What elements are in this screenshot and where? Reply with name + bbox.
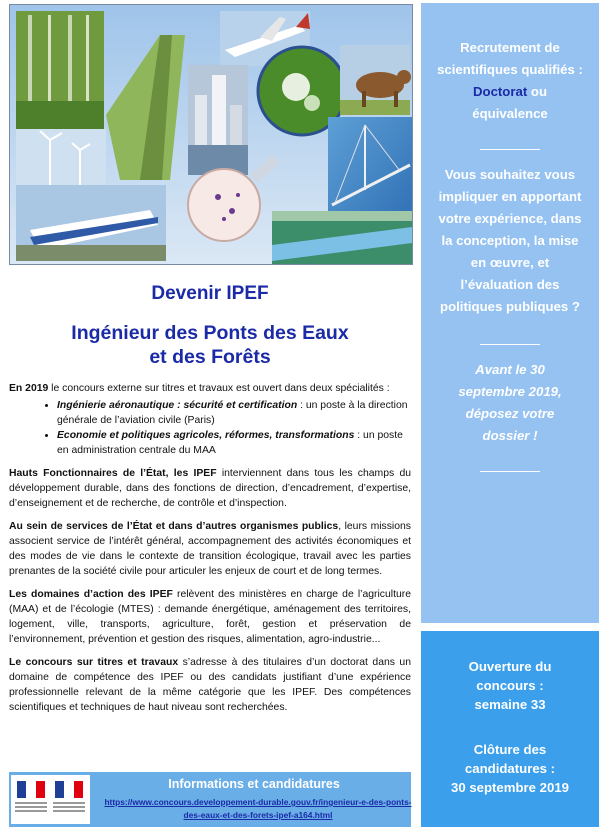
divider <box>480 344 540 345</box>
logo-caption-lines <box>53 802 85 814</box>
specialty-title: Ingénierie aéronautique : sécurité et certification <box>57 400 298 411</box>
paragraph-lead: Les domaines d’action des IPEF <box>9 589 173 600</box>
subtitle-line-1: Ingénieur des Ponts des Eaux <box>71 322 349 344</box>
recruitment-post: ou équivalence <box>472 84 548 121</box>
wind-turbines-photo <box>16 129 106 189</box>
opening-label: Ouverture du concours : <box>468 659 552 693</box>
specialty-title: Economie et politiques agricoles, réformes, transformations <box>57 430 355 441</box>
paragraph-eligibility <box>9 655 411 715</box>
question-text: Vous souhaitez vous impliquer en apportant votre expérience, dans la conception, la mise en œuvre, et l’évaluation des politiques publiques ? <box>438 167 582 314</box>
divider <box>480 471 540 472</box>
sidebar-recruitment <box>421 3 599 623</box>
page-subtitle <box>9 321 411 369</box>
recruitment-pre: Recrutement de scientifiques qualifiés : <box>437 40 583 77</box>
city-photo <box>188 65 248 175</box>
cattle-photo <box>340 45 411 115</box>
paragraph-text: interviennent dans tous les champs du développement durable, dans des fonctions de direction, d’encadrement, d’expertise, d’enseignement et de recherche, de contrôle et d’inspection. <box>9 468 411 509</box>
divider <box>480 149 540 150</box>
intro-text: le concours externe sur titres et travaux est ouvert dans deux spécialités : <box>48 383 390 394</box>
page-title: Devenir IPEF <box>151 283 269 304</box>
paragraph-domains <box>9 587 411 647</box>
intro-year: En 2019 <box>9 383 49 394</box>
republique-francaise-logo <box>17 781 45 798</box>
closing-label: Clôture des candidatures : <box>464 742 556 776</box>
specialty-item <box>57 428 411 458</box>
paragraph-lead: Hauts Fonctionnaires de l’État, les IPEF <box>9 468 217 479</box>
intro-paragraph <box>9 381 411 396</box>
info-footer <box>9 772 411 827</box>
specialty-item <box>57 398 411 428</box>
paragraph-lead: Le concours sur titres et travaux <box>9 657 179 668</box>
river-photo <box>272 211 412 264</box>
photo-collage <box>9 4 413 265</box>
sidebar-dates <box>421 631 599 827</box>
recruitment-accent: Doctorat <box>473 84 528 99</box>
paragraph-text: , leurs missions associent service de l’intérêt général, accompagnement des activités économiques et des modes de vie dans le contexte de transition écologique, travail avec les parties prenantes de la société civile pour articuler les enjeux de court et de long termes. <box>9 521 411 577</box>
ministry-logos <box>11 775 90 824</box>
subtitle-line-2: et des Forêts <box>149 346 271 368</box>
application-link[interactable]: https://www.concours.developpement-durable.gouv.fr/ingenieur-e-des-ponts-des-eaux-et-des-forets-ipef-a164.html <box>104 797 412 820</box>
recruitment-text <box>435 37 585 125</box>
deadline-text: Avant le 30 septembre 2019, déposez votre dossier ! <box>458 362 562 443</box>
forest-photo <box>16 11 104 129</box>
opening-value: semaine 33 <box>474 697 546 712</box>
specialty-text: : un poste à la direction générale de l’aviation civile (Paris) <box>57 400 408 426</box>
paragraph-missions <box>9 519 411 579</box>
republique-francaise-logo <box>55 781 83 798</box>
paragraph-lead: Au sein de services de l’État et dans d’autres organismes publics <box>9 521 339 532</box>
specialties-list <box>9 398 411 458</box>
paragraph-text: s’adresse à des titulaires d’un doctorat dans un domaine de compétence des IPEF ou des candidats justifiant d’une expérience professionnelle relevant de la même catégorie que les IPEF. Des compétences scientifiques et techniques de haut niveau sont recherchées. <box>9 657 411 713</box>
train-photo <box>16 185 166 261</box>
paragraph-role <box>9 466 411 511</box>
main-content <box>9 283 411 723</box>
collage-illustration <box>10 5 412 264</box>
specialty-text: : un poste en administration centrale du MAA <box>57 430 403 456</box>
footer-title: Informations et candidatures <box>168 777 340 791</box>
closing-value: 30 septembre 2019 <box>450 780 570 795</box>
logo-caption-lines <box>15 802 47 814</box>
paragraph-text: relèvent des ministères en charge de l’agriculture (MAA) et de l’écologie (MTES) : demande énergétique, aménagement des territoires, logement, ville, transports, agriculture, forêt, gestion et préservation de l’environnement, prévention et gestion des risques, alimentation, agro-industrie... <box>9 589 411 645</box>
